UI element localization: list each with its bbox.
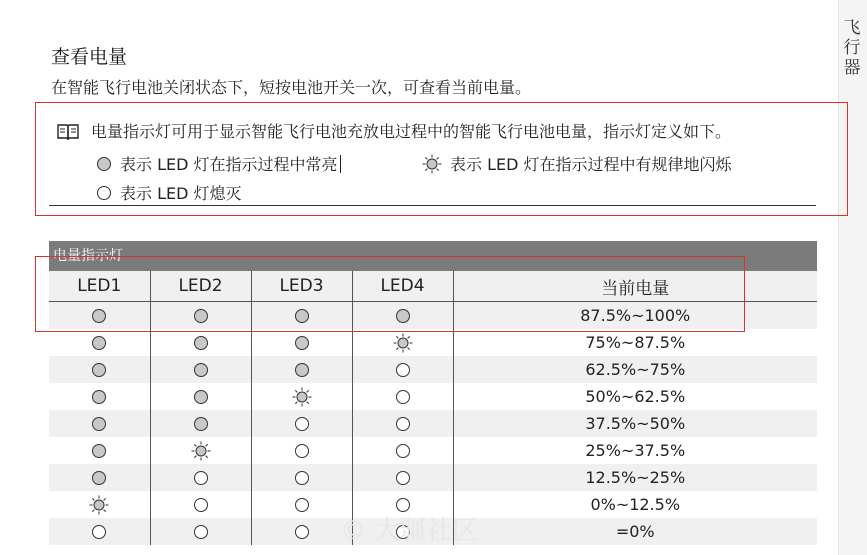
led-off-icon — [191, 468, 211, 488]
col-header-led1: LED1 — [49, 271, 150, 302]
led4-cell — [352, 464, 453, 491]
led4-cell — [352, 356, 453, 383]
led-on-icon — [89, 468, 109, 488]
led4-cell — [352, 383, 453, 410]
led-blink-icon — [422, 154, 442, 174]
table-highlight-frame — [35, 256, 745, 332]
led-on-icon — [292, 360, 312, 380]
led-off-icon — [89, 522, 109, 542]
led1-cell — [49, 491, 150, 518]
col-header-battery-level: 当前电量 — [453, 271, 817, 302]
led-on-icon — [96, 156, 112, 172]
table-row — [49, 329, 817, 356]
col-header-led3: LED3 — [251, 271, 352, 302]
led-off-icon — [393, 360, 413, 380]
legend-solid-label: 表示 LED 灯在指示过程中常亮 — [120, 155, 338, 174]
led2-cell — [150, 356, 251, 383]
battery-level-cell: 75%~87.5% — [453, 329, 817, 356]
led-off-icon — [393, 414, 413, 434]
led2-cell — [150, 491, 251, 518]
battery-level-cell: 12.5%~25% — [453, 464, 817, 491]
led3-cell — [251, 329, 352, 356]
battery-level-cell: 25%~37.5% — [453, 437, 817, 464]
table-row — [49, 356, 817, 383]
led-off-icon — [393, 387, 413, 407]
led-on-icon — [191, 360, 211, 380]
led-blink-icon — [89, 495, 109, 515]
led4-cell — [352, 410, 453, 437]
led-on-icon — [89, 414, 109, 434]
table-row — [49, 437, 817, 464]
led-on-icon — [89, 360, 109, 380]
watermark: © 大疆社区 — [340, 516, 479, 546]
side-tab-aircraft[interactable]: 飞行器 — [843, 18, 861, 78]
led-off-icon — [96, 185, 112, 201]
note-divider — [49, 205, 816, 206]
led-off-icon — [292, 441, 312, 461]
led3-cell — [251, 356, 352, 383]
led-on-icon — [292, 333, 312, 353]
intro-text: 在智能飞行电池关闭状态下，短按电池开关一次，可查看当前电量。 — [51, 78, 532, 97]
col-header-led4: LED4 — [352, 271, 453, 302]
battery-level-cell: =0% — [453, 518, 817, 545]
note-text: 电量指示灯可用于显示智能飞行电池充放电过程中的智能飞行电池电量，指示灯定义如下。 — [91, 122, 732, 141]
led-on-icon — [191, 414, 211, 434]
led-on-icon — [89, 387, 109, 407]
led1-cell — [49, 437, 150, 464]
legend-off-label: 表示 LED 灯熄灭 — [120, 184, 242, 203]
led2-cell — [150, 518, 251, 545]
led1-cell — [49, 383, 150, 410]
led2-cell — [150, 464, 251, 491]
battery-level-cell: 62.5%~75% — [453, 356, 817, 383]
led-blink-icon — [292, 387, 312, 407]
table-row — [49, 464, 817, 491]
led-on-icon — [89, 441, 109, 461]
led-on-icon — [191, 333, 211, 353]
led-off-icon — [292, 522, 312, 542]
led-off-icon — [292, 468, 312, 488]
legend-blink-label: 表示 LED 灯在指示过程中有规律地闪烁 — [450, 155, 732, 174]
led3-cell — [251, 518, 352, 545]
led3-cell — [251, 464, 352, 491]
table-caption: 电量指示灯 — [49, 241, 817, 271]
text-cursor — [340, 155, 341, 173]
led-on-icon — [89, 333, 109, 353]
led1-cell — [49, 329, 150, 356]
legend-solid — [96, 152, 341, 175]
led4-cell — [352, 437, 453, 464]
led3-cell — [251, 383, 352, 410]
col-header-led2: LED2 — [150, 271, 251, 302]
book-icon — [57, 123, 79, 144]
led1-cell — [49, 518, 150, 545]
legend-off — [96, 181, 242, 204]
led-off-icon — [292, 414, 312, 434]
led3-cell — [251, 491, 352, 518]
led2-cell — [150, 329, 251, 356]
led2-cell — [150, 383, 251, 410]
table-body — [49, 302, 817, 546]
led-off-icon — [191, 495, 211, 515]
led-off-icon — [292, 495, 312, 515]
led1-cell — [49, 356, 150, 383]
led1-cell — [49, 410, 150, 437]
table-row — [49, 383, 817, 410]
battery-level-cell: 0%~12.5% — [453, 491, 817, 518]
table-row — [49, 410, 817, 437]
battery-level-cell: 37.5%~50% — [453, 410, 817, 437]
led2-cell — [150, 410, 251, 437]
led-blink-icon — [191, 441, 211, 461]
battery-level-cell: 50%~62.5% — [453, 383, 817, 410]
led-off-icon — [393, 441, 413, 461]
led1-cell — [49, 464, 150, 491]
led3-cell — [251, 410, 352, 437]
led3-cell — [251, 437, 352, 464]
led-off-icon — [191, 522, 211, 542]
led2-cell — [150, 437, 251, 464]
led-on-icon — [191, 387, 211, 407]
side-strip — [838, 0, 867, 555]
legend-blink — [422, 152, 732, 175]
battery-level-cell: 87.5%~100% — [453, 302, 817, 330]
section-title: 查看电量 — [51, 46, 128, 68]
led-blink-icon — [393, 333, 413, 353]
led4-cell — [352, 329, 453, 356]
led-off-icon — [393, 468, 413, 488]
